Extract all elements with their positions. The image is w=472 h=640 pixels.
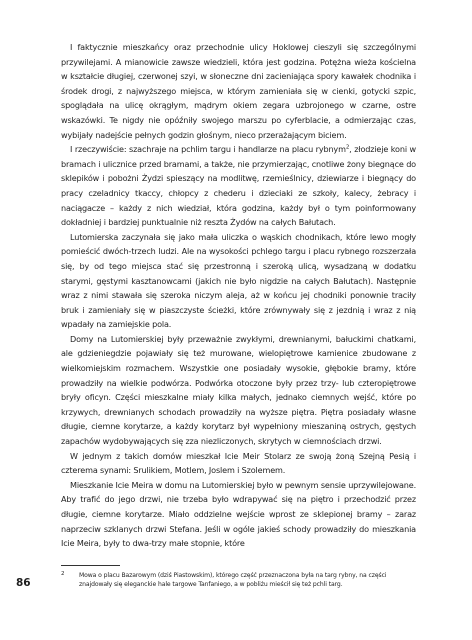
paragraph: I faktycznie mieszkańcy oraz przechodnie ulicy Hoklowej cieszyli się szczególnymi przywilejami. A mianowicie zawsze wiedzieli, która jest godzina. Potężna wieża kościelna w kształcie długiej, czerwonej szyi, w słoneczne dni zacieniająca spory kawałek chodnika i środek drogi, z najwyższego miejsca, w którym zamieniała się w cienki, gotycki szpic, spoglądała na ulicę okrągłym, mądrym okiem zegara uzbrojonego w czarne, ostre wskazówki. Te nigdy nie opóźniły swojego marszu po cyferblacie, a odmierzając czas, wybijały nadejście pełnych godzin głośnym, nieco przerażającym biciem. — [61, 42, 416, 140]
paragraph: Lutomierska zaczynała się jako mała uliczka o wąskich chodnikach, które lewo mogły pomieścić dwóch-trzech ludzi. Ale na wysokości pchlego targu i placu rybnego rozszerzała się, by od tego miejsca stać się przestronną i szeroką ulicą, wysadzaną w dodatku starymi, gęstymi kasztanowcami (jakich nie było nigdzie na całych Bałutach). Następnie wraz z nimi stawała się szeroka niczym aleja, aż w końcu jej chodniki ponownie traciły bruk i zamieniały się w piaszczyste ścieżki, które zrównywały się z jezdnią i wraz z nią wpadały na zamiejskie pola. — [61, 231, 416, 330]
footnote-number: 2 — [61, 571, 65, 577]
footnote-reference[interactable]: 2 — [345, 144, 350, 151]
paragraph: W jednym z takich domów mieszkał Icie Meir Stolarz ze swoją żoną Szejną Pesią i czterema synami: Srulikiem, Motlem, Joslem i Szolemem. — [61, 450, 416, 476]
paragraph-start: I rzeczywiście: szachraje na pchlim targu i handlarze na placu rybnym — [70, 144, 346, 155]
footnote — [61, 571, 416, 590]
paragraph-continuation: , złodzieje koni w bramach i ulicznice przed bramami, a także, nie przymierzając, cnotliwe żony biegnące do sklepików i pobożni Żydzi spieszący na modlitwę, rzemieślnicy, dziewiarze i biegnący do pracy czeladnicy tkaccy, chłopcy z chederu i dzieciaki ze szkoły, kalecy, żebracy i naciągacze – każdy z nich wiedział, która godzina, każdy był o tym poinformowany dokładniej i bardziej punktualnie niż reszta Żydów na całych Bałutach. — [61, 144, 416, 228]
paragraph: Mieszkanie Icie Meira w domu na Lutomierskiej było w pewnym sensie uprzywilejowane. Aby trafić do jego drzwi, nie trzeba było wdrapywać się na piętro i przechodzić przez długie, ciemne korytarze. Miało oddzielne wejście wprost ze sklepionej bramy – zaraz naprzeciw szklanych drzwi Stefana. Jeśli w ogóle jakieś schody prowadziły do mieszkania Icie Meira, były to dwa-trzy małe stopnie, które — [61, 479, 416, 549]
paragraph: Domy na Lutomierskiej były przeważnie zwykłymi, drewnianymi, bałuckimi chatkami, ale gdzieniegdzie pojawiały się też murowane, wielopiętrowe kamienice zbudowane z wielkomiejskim rozmachem. Wszystkie one posiadały wysokie, głębokie bramy, które prowadziły na wielkie podwórza. Podwórka otoczone były przez trzy- lub czteropiętrowe bryły oficyn. Części mieszkalne miały kilka małych, jednako ciemnych wejść, które po krzywych, drewnianych schodach prowadziły na wyższe piętra. Piętra posiadały własne długie, ciemne korytarze, a każdy korytarz był wypełniony mieszaniną ostrych, gęstych zapachów wydobywających się zza niezliczonych, skrytych w ciemnościach drzwi. — [61, 333, 416, 447]
page-number: 86 — [16, 577, 31, 589]
main-text — [61, 40, 416, 551]
footnote-separator — [61, 565, 120, 566]
paragraph — [61, 142, 416, 230]
footnote-text: Mowa o placu Bazarowym (dziś Piastowskim), którego część przeznaczona była na targ rybny, na części znajdowały się eleganckie hale targowe Tanfaniego, a w pobliżu mieścił się też pchli targ. — [79, 572, 387, 589]
